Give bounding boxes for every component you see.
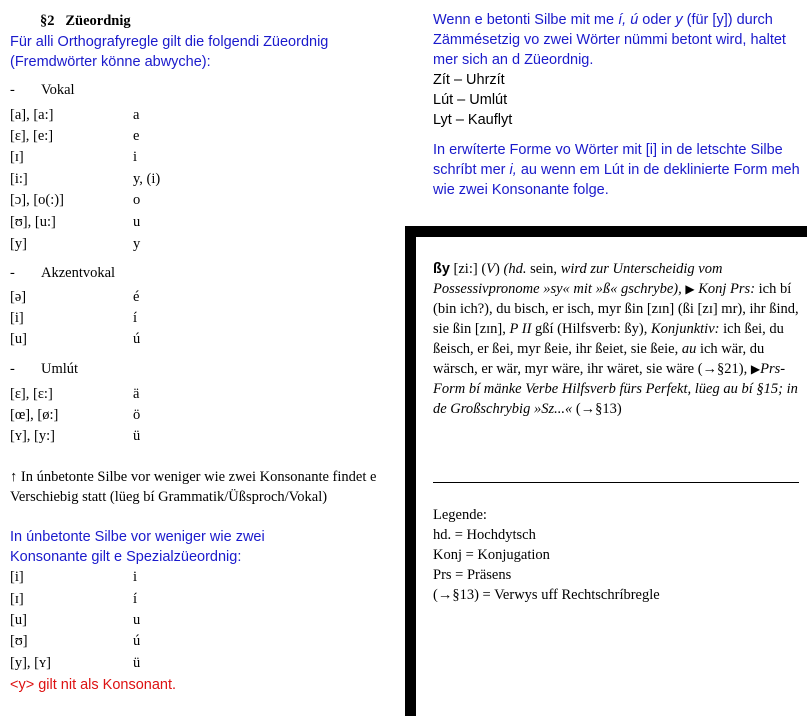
- section-heading: [40, 11, 131, 31]
- phoneme-cell: [y], [ʏ]: [10, 655, 51, 671]
- phoneme-cell: [œ], [ø:]: [10, 407, 59, 423]
- grapheme-cell: e: [133, 128, 140, 144]
- y-note: <y> gilt nit als Konsonant.: [10, 677, 177, 693]
- phoneme-cell: [ʊ], [u:]: [10, 214, 56, 230]
- text-run-italic: Konjunktiv:: [651, 321, 720, 337]
- phoneme-cell: [a], [a:]: [10, 107, 54, 123]
- grapheme-cell: u: [133, 612, 141, 628]
- text-run-italic: i,: [509, 162, 517, 178]
- text-run: (→§13): [572, 401, 622, 417]
- grapheme-cell: a: [133, 107, 140, 123]
- example-3: Lyt – Kauflyt: [433, 112, 513, 128]
- phoneme-cell: [ɪ]: [10, 591, 24, 607]
- text-run: [zi:] (: [449, 261, 487, 277]
- grapheme-cell: u: [133, 214, 141, 230]
- text-run: sein,: [526, 261, 561, 277]
- special-note: In únbetonte Silbe vor weniger wie zwei Konsonante gilt e Spezialzüeordnig:: [10, 529, 265, 565]
- dash: -: [10, 82, 15, 98]
- grapheme-cell: í: [133, 591, 138, 607]
- phoneme-cell: [i]: [10, 310, 24, 326]
- text-run: (für [y]) durch Zämmésetzig vo zwei Wörter nümmi betont wird, haltet mer sich an d Züeordnig.: [433, 12, 786, 68]
- unstressed-note: ↑ In únbetonte Silbe vor weniger wie zwei Konsonante findet e Verschiebig statt (lüeg bí Grammatik/Üßsproch/Vokal): [10, 469, 377, 505]
- right-paragraph-1: [433, 10, 801, 70]
- group-header-vokal: [10, 80, 75, 100]
- divider: [433, 482, 799, 483]
- text-run: Wenn e betonti Silbe mit me: [433, 12, 619, 28]
- grapheme-cell: ú: [133, 633, 141, 649]
- grapheme-cell: í: [133, 310, 138, 326]
- phoneme-cell: [i]: [10, 569, 24, 585]
- text-run: ): [495, 261, 504, 277]
- grapheme-cell: y: [133, 236, 141, 252]
- grapheme-cell: ö: [133, 407, 141, 423]
- intro-text: Für alli Orthografyregle gilt die folgendi Züeordnig (Fremdwörter könne abwyche):: [10, 34, 329, 70]
- group-label: Umlút: [41, 361, 79, 377]
- legend-item: Prs = Präsens: [433, 567, 512, 583]
- text-run: ich wär, du wärsch, er wär, myr wäre, ihr wäret, sie wäre (→§21),: [433, 341, 765, 377]
- phoneme-cell: [ʏ], [y:]: [10, 428, 55, 444]
- dash: -: [10, 265, 15, 281]
- text-run-italic: wird zur Unterscheidig vom Possessivpronome »sy« mit »ß« gschrybe),: [433, 261, 723, 297]
- grapheme-cell: ú: [133, 331, 141, 347]
- grapheme-cell: y, (i): [133, 171, 161, 187]
- text-run-italic: P II: [509, 321, 532, 337]
- text-run: ich bí (bin ich?), du bisch, er isch, myr ßin [zɪn] (ßi [zɪ] mr), ihr ßind, sie ßin [zɪn],: [433, 281, 799, 337]
- grapheme-cell: é: [133, 289, 140, 305]
- text-run: au wenn em Lút in de deklinierte Form meh wie zwei Konsonante folge.: [433, 162, 800, 198]
- text-run-italic: í, ú: [618, 12, 639, 28]
- group-label: Akzentvokal: [41, 265, 116, 281]
- triangle-arrow-icon: ▶: [685, 282, 695, 296]
- text-run-italic: V: [486, 261, 496, 277]
- phoneme-cell: [u]: [10, 331, 27, 347]
- phoneme-cell: [ɛ], [e:]: [10, 128, 54, 144]
- phoneme-cell: [y]: [10, 236, 27, 252]
- text-run: oder: [638, 12, 676, 28]
- right-paragraph-2: [433, 140, 801, 200]
- grapheme-cell: i: [133, 569, 138, 585]
- phoneme-cell: [ə]: [10, 289, 27, 305]
- example-2: Lút – Umlút: [433, 92, 508, 108]
- text-run-italic: Konj Prs:: [698, 281, 756, 297]
- phoneme-cell: [ɛ], [ɛ:]: [10, 386, 53, 402]
- text-run: In erwíterte Forme vo Wörter mit [i] in de letschte Silbe schríbt mer: [433, 142, 783, 178]
- section-number: §2: [40, 13, 55, 29]
- text-run-italic: au: [681, 341, 697, 357]
- triangle-arrow-icon: ▶: [750, 362, 761, 376]
- section-title: Züeordnig: [65, 13, 131, 29]
- text-run-italic: y: [675, 12, 683, 28]
- phoneme-cell: [ɔ], [o(:)]: [10, 192, 64, 208]
- text-run: ich ßei, du ßeisch, er ßei, myr ßeie, ihr ßeiet, sie ßeie,: [433, 321, 784, 357]
- legend-item: Konj = Konjugation: [433, 547, 550, 563]
- grapheme-cell: ä: [133, 386, 140, 402]
- headword: ßy: [433, 261, 450, 277]
- grapheme-cell: i: [133, 149, 138, 165]
- phoneme-cell: [ʊ]: [10, 633, 28, 649]
- phoneme-cell: [i:]: [10, 171, 28, 187]
- dash: -: [10, 361, 15, 377]
- phoneme-cell: [u]: [10, 612, 27, 628]
- group-header-umlut: [10, 359, 79, 379]
- phoneme-cell: [ɪ]: [10, 149, 24, 165]
- text-run-italic: Prs-Form bí mänke Verbe Hilfsverb fürs Perfekt, lüeg au bí §15; in de Großschrybig »Sz...«: [433, 361, 798, 417]
- text-run-italic: (hd.: [503, 261, 527, 277]
- group-label: Vokal: [41, 82, 75, 98]
- grapheme-cell: o: [133, 192, 141, 208]
- text-run: gßí (Hilfsverb: ßy),: [531, 321, 652, 337]
- grapheme-cell: ü: [133, 428, 141, 444]
- legend-item: (→§13) = Verwys uff Rechtschríbregle: [433, 587, 660, 603]
- group-header-akzentvokal: [10, 263, 116, 283]
- grapheme-cell: ü: [133, 655, 141, 671]
- legend-item: hd. = Hochdytsch: [433, 527, 536, 543]
- legend-title: Legende:: [433, 507, 487, 523]
- example-1: Zít – Uhrzít: [433, 72, 505, 88]
- dictionary-entry: [433, 259, 805, 419]
